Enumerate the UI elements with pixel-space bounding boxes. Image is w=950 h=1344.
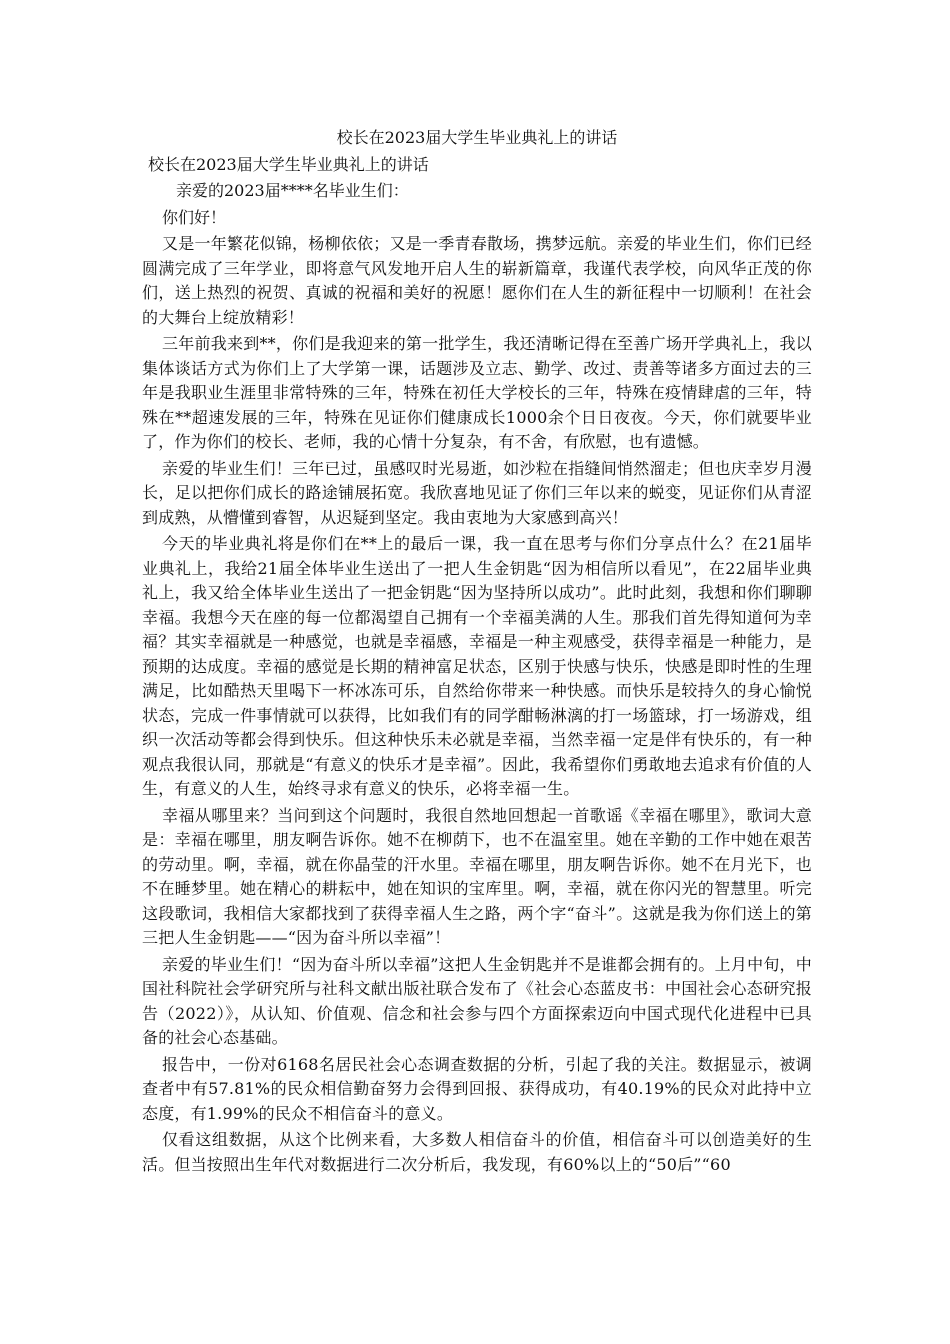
paragraph: 亲爱的毕业生们！“因为奋斗所以幸福”这把人生金钥匙并不是谁都会拥有的。上月中旬，中国社科院社会学研究所与社科文献出版社联合发布了《社会心态蓝皮书：中国社会心态研究报告（2022）》，从认知、价值观、信念和社会参与四个方面探索迈向中国式现代化进程中已具备的社会心态基础。: [142, 954, 812, 1047]
paragraph: 幸福从哪里来？当问到这个问题时，我很自然地回想起一首歌谣《幸福在哪里》，歌词大意是：幸福在哪里，朋友啊告诉你。她不在柳荫下，也不在温室里。她在辛勤的工作中她在艰苦的劳动里。啊，幸福，就在你晶莹的汗水里。幸福在哪里，朋友啊告诉你。她不在月光下，也不在睡梦里。她在精心的耕耘中，她在知识的宝库里。啊，幸福，就在你闪光的智慧里。听完这段歌词，我相信大家都找到了获得幸福人生之路，两个字“奋斗”。这就是我为你们送上的第三把人生金钥匙——“因为奋斗所以幸福”！: [142, 805, 812, 947]
paragraph: 仅看这组数据，从这个比例来看，大多数人相信奋斗的价值，相信奋斗可以创造美好的生活。但当按照出生年代对数据进行二次分析后，我发现，有60%以上的“50后”“60: [142, 1130, 812, 1174]
paragraph: 三年前我来到**，你们是我迎来的第一批学生，我还清晰记得在至善广场开学典礼上，我以集体谈话方式为你们上了大学第一课，话题涉及立志、勤学、改过、责善等诸多方面过去的三年是我职业生涯里非常特殊的三年，特殊在初任大学校长的三年，特殊在疫情肆虐的三年，特殊在**超速发展的三年，特殊在见证你们健康成长1000余个日日夜夜。今天，你们就要毕业了，作为你们的校长、老师，我的心情十分复杂，有不舍，有欣慰，也有遗憾。: [142, 334, 812, 451]
document-title: 校长在2023届大学生毕业典礼上的讲话: [336, 128, 618, 147]
paragraph: 报告中，一份对6168名居民社会心态调查数据的分析，引起了我的关注。数据显示，被调查者中有57.81%的民众相信勤奋努力会得到回报、获得成功，有40.19%的民众对此持中立态度，有1.99%的民众不相信奋斗的意义。: [142, 1054, 812, 1123]
paragraph: 亲爱的毕业生们！三年已过，虽感叹时光易逝，如沙粒在指缝间悄然溜走；但也庆幸岁月漫长，足以把你们成长的路途铺展拓宽。我欣喜地见证了你们三年以来的蜕变，见证你们从青涩到成熟，从懵懂到睿智，从迟疑到坚定。我由衷地为大家感到高兴！: [142, 458, 812, 527]
document-subtitle: 校长在2023届大学生毕业典礼上的讲话: [148, 154, 429, 174]
salutation: 亲爱的2023届****名毕业生们：: [176, 181, 409, 200]
paragraph: 今天的毕业典礼将是你们在**上的最后一课，我一直在思考与你们分享点什么？在21届毕业典礼上，我给21届全体毕业生送出了一把人生金钥匙“因为相信所以看见”，在22届毕业典礼上，我又给全体毕业生送出了一把金钥匙“因为坚持所以成功”。此时此刻，我想和你们聊聊幸福。我想今天在座的每一位都渴望自己拥有一个幸福美满的人生。那我们首先得知道何为幸福？其实幸福就是一种感觉，也就是幸福感，幸福是一种主观感受，获得幸福是一种能力，是预期的达成度。幸福的感觉是长期的精神富足状态，区别于快感与快乐，快感是即时性的生理满足，比如酷热天里喝下一杯冰冻可乐，自然给你带来一种快感。而快乐是较持久的身心愉悦状态，完成一件事情就可以获得，比如我们有的同学酣畅淋漓的打一场篮球，打一场游戏，组织一次活动等都会得到快乐。但这种快乐未必就是幸福，当然幸福一定是伴有快乐的，有一种观点我很认同，那就是“有意义的快乐才是幸福”。因此，我希望你们勇敢地去追求有价值的人生，有意义的人生，始终寻求有意义的快乐，必将幸福一生。: [142, 534, 812, 798]
greeting: 你们好！: [162, 207, 227, 227]
document-page: [142, 126, 812, 1179]
paragraph: 又是一年繁花似锦，杨柳依依；又是一季青春散场，携梦远航。亲爱的毕业生们，你们已经圆满完成了三年学业，即将意气风发地开启人生的崭新篇章，我谨代表学校，向风华正茂的你们，送上热烈的祝贺、真诚的祝福和美好的祝愿！愿你们在人生的新征程中一切顺利！在社会的大舞台上绽放精彩！: [142, 234, 812, 327]
